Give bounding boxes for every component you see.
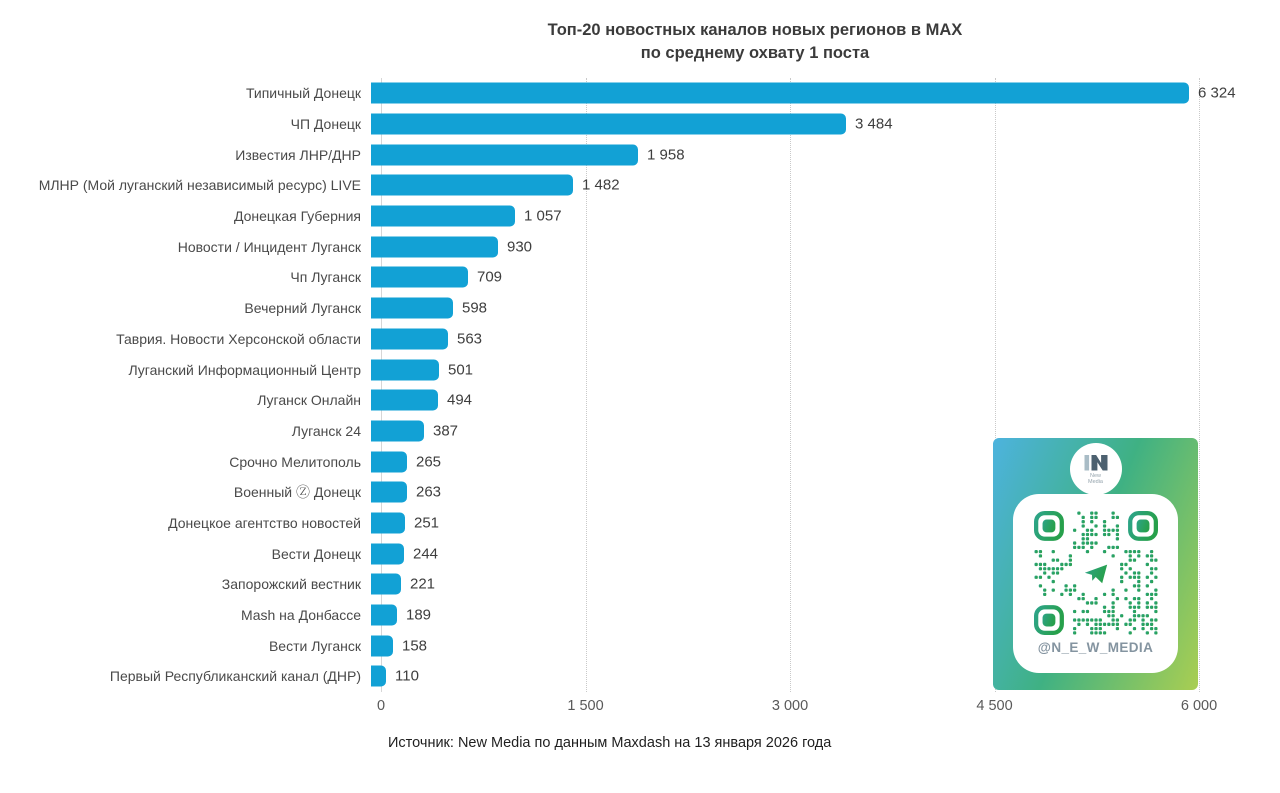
bar-row [0,354,1280,385]
bar-row [0,262,1280,293]
bar-row [0,170,1280,201]
bar [371,574,401,595]
bar-value-label: 387 [433,422,459,440]
new-media-logo-badge [1070,443,1122,495]
bar-value-label: 244 [413,545,439,563]
bar-category-label: Новости / Инцидент Луганск [177,238,361,255]
bar-track [371,139,1189,170]
bar-value-label: 251 [414,514,440,532]
bar-value-label: 709 [477,268,503,286]
bar-value-label: 563 [457,330,483,348]
qr-white-card [1013,494,1178,673]
x-tick-label: 3 000 [771,698,809,714]
x-tick-label: 4 500 [976,698,1013,714]
bar-category-label: Типичный Донецк [245,85,361,102]
bar [371,236,498,257]
bar-track [371,201,1189,232]
logo-caption-line1: New [1089,472,1101,479]
bar [371,390,438,411]
bar-track [371,170,1189,201]
bar-value-label: 930 [507,238,533,256]
bar-track [371,231,1189,262]
logo-caption-line2: Media [1088,478,1103,485]
qr-code-icon [1034,511,1158,635]
bar-category-label: Луганск 24 [291,422,361,439]
bar-value-label: 598 [462,299,488,317]
bar [371,451,407,472]
bar [371,605,397,626]
bar-row [0,293,1280,324]
bar-category-label: Донецкое агентство новостей [168,514,361,531]
bar-row [0,139,1280,170]
new-media-logo-icon [1083,454,1109,472]
bar-value-label: 494 [447,391,473,409]
source-note: Источник: New Media по данным Maxdash на 13 января 2026 года [388,735,832,751]
bar-category-label: Первый Республиканский канал (ДНР) [109,668,361,685]
bar-category-label: Известия ЛНР/ДНР [235,146,361,163]
bar-category-label: ЧП Донецк [290,116,361,133]
bar [371,206,515,227]
bar-category-label: Военный Ⓩ Донецк [233,484,361,501]
bar [371,328,448,349]
bar-track [371,109,1189,140]
bar-value-label: 1 482 [582,176,620,194]
bar [371,420,424,441]
x-tick-label: 1 500 [567,698,604,714]
chart-title-line2: по среднему охвату 1 поста [640,44,870,62]
bar-category-label: МЛНР (Мой луганский независимый ресурс) LIVE [38,177,361,194]
bar [371,512,405,533]
bar-track [371,78,1236,109]
bar-value-label: 6 324 [1198,84,1236,102]
x-tick-label: 6 000 [1180,698,1218,714]
bar [371,666,386,687]
bar-value-label: 265 [416,453,442,471]
x-axis-ticks [376,698,1218,718]
bar [371,144,638,165]
bar [371,267,468,288]
bar-category-label: Таврия. Новости Херсонской области [116,330,361,347]
qr-handle-text: @N_E_W_MEDIA [1037,640,1154,655]
bar-category-label: Срочно Мелитополь [229,453,361,470]
bar [371,543,404,564]
bar-row [0,201,1280,232]
bar-value-label: 3 484 [855,115,893,133]
bar [371,298,453,319]
bar [371,359,439,380]
bar-category-label: Чп Луганск [290,269,361,286]
bar-value-label: 189 [406,606,432,624]
bar-category-label: Вести Луганск [268,637,361,654]
bar-value-label: 221 [410,575,436,593]
x-tick-label: 0 [376,698,386,714]
bar-category-label: Вести Донецк [271,545,361,562]
bar-category-label: Луганский Информационный Центр [128,361,361,378]
qr-card-block [993,438,1198,690]
bar-category-label: Запорожский вестник [221,576,361,593]
bar [371,175,573,196]
bar-row [0,109,1280,140]
logo-dark-n [1091,455,1107,471]
bar-category-label: Вечерний Луганск [244,300,361,317]
bar-value-label: 501 [448,361,474,379]
bar-track [371,262,1189,293]
bar-row [0,231,1280,262]
bar-value-label: 110 [395,667,419,685]
bar-category-label: Луганск Онлайн [257,392,361,409]
bar-value-label: 158 [402,637,428,655]
bar-row [0,78,1280,109]
bar-category-label: Донецкая Губерния [233,208,361,225]
bar [371,635,393,656]
bar [371,114,846,135]
bar-track [371,324,1189,355]
logo-caption [1088,473,1103,485]
bar-track [371,385,1189,416]
bar-value-label: 263 [416,483,442,501]
bar-track [371,293,1189,324]
chart-title [300,19,1210,65]
bar-value-label: 1 057 [524,207,562,225]
bar-row [0,385,1280,416]
bar [371,482,407,503]
bar [371,83,1189,104]
logo-light-bar [1084,455,1089,471]
chart-title-line1: Топ-20 новостных каналов новых регионов в MAX [547,21,963,39]
bar-track [371,354,1189,385]
bar-value-label: 1 958 [647,146,685,164]
bar-row [0,324,1280,355]
bar-category-label: Mash на Донбассе [241,607,361,624]
